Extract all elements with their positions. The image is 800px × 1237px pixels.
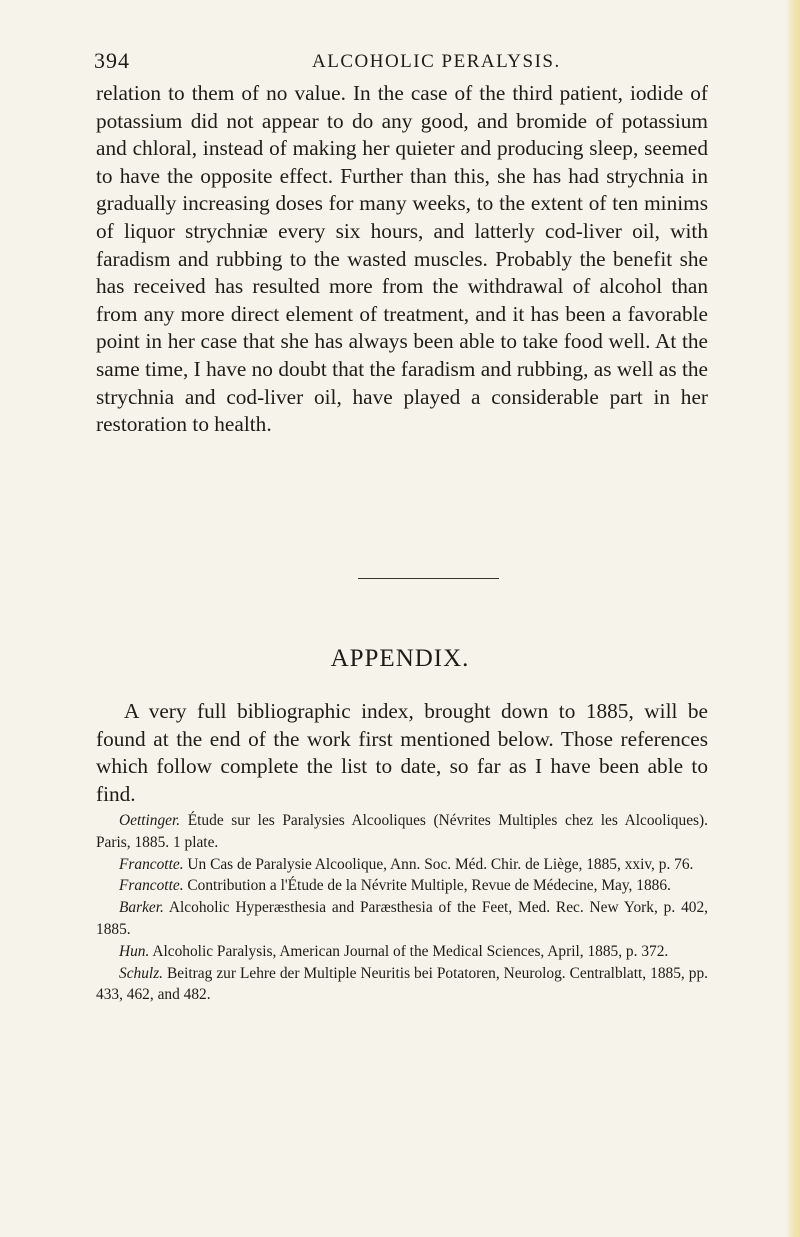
reference-author: Schulz. [119,964,164,982]
appendix-intro: A very full bibliographic index, brought down to 1885, will be found at the end of the work first mentioned below. Those references which follow complete the list to date, so far as I have been able to find. [96,699,708,806]
reference-item [96,810,708,854]
reference-text: Alcoholic Hyperæsthesia and Paræsthesia of the Feet, Med. Rec. New York, p. 402, 1885. [96,899,709,938]
reference-author: Oettinger. [119,812,181,829]
reference-text: Beitrag zur Lehre der Multiple Neuritis bei Potatoren, Neurolog. Centralblatt, 1885, pp. 433, 462, and 482. [96,964,708,1004]
section-divider [358,578,499,579]
reference-text: Étude sur les Paralysies Alcooliques (Névrites Multiples chez les Alcooliques). Paris, 1885. 1 plate. [96,812,708,851]
reference-author: Francotte. [119,855,184,873]
reference-text: Un Cas de Paralysie Alcoolique, Ann. Soc. Méd. Chir. de Liège, 1885, xxiv, p. 76. [187,855,694,873]
reference-item [96,854,708,876]
body-paragraph: relation to them of no value. In the case of the third patient, iodide of potassium did not appear to do any good, and bromide of potassium and chloral, instead of making her quieter and producing sleep, seemed to have the opposite effect. Further than this, she has had strychnia in gradually increasing doses for many weeks, to the extent of ten minims of liquor strychniæ every six hours, and latterly cod-liver oil, with faradism and rubbing to the wasted muscles. Probably the benefit she has received has resulted more from the withdrawal of alcohol than from any more direct element of treatment, and it has been a favorable point in her case that she has always been able to take food well. At the same time, I have no doubt that the faradism and rubbing, as well as the strychnia and cod-liver oil, have played a considerable part in her restoration to health. [96,81,708,437]
reference-item [96,897,708,941]
reference-item [96,941,708,963]
reference-list [96,810,708,1006]
reference-text: Alcoholic Paralysis, American Journal of the Medical Sciences, April, 1885, p. 372. [152,942,669,960]
page-edge [786,0,800,1237]
reference-text: Contribution a l'Étude de la Névrite Multiple, Revue de Médecine, May, 1886. [187,877,671,895]
reference-author: Hun. [119,942,150,960]
appendix-heading: APPENDIX. [330,645,470,672]
reference-author: Francotte. [119,877,184,895]
reference-item [96,875,708,897]
reference-author: Barker. [119,899,164,917]
running-head-title: ALCOHOLIC PERALYSIS. [312,51,561,72]
running-head [94,48,709,80]
reference-item [96,963,708,1007]
page-number: 394 [94,48,130,73]
